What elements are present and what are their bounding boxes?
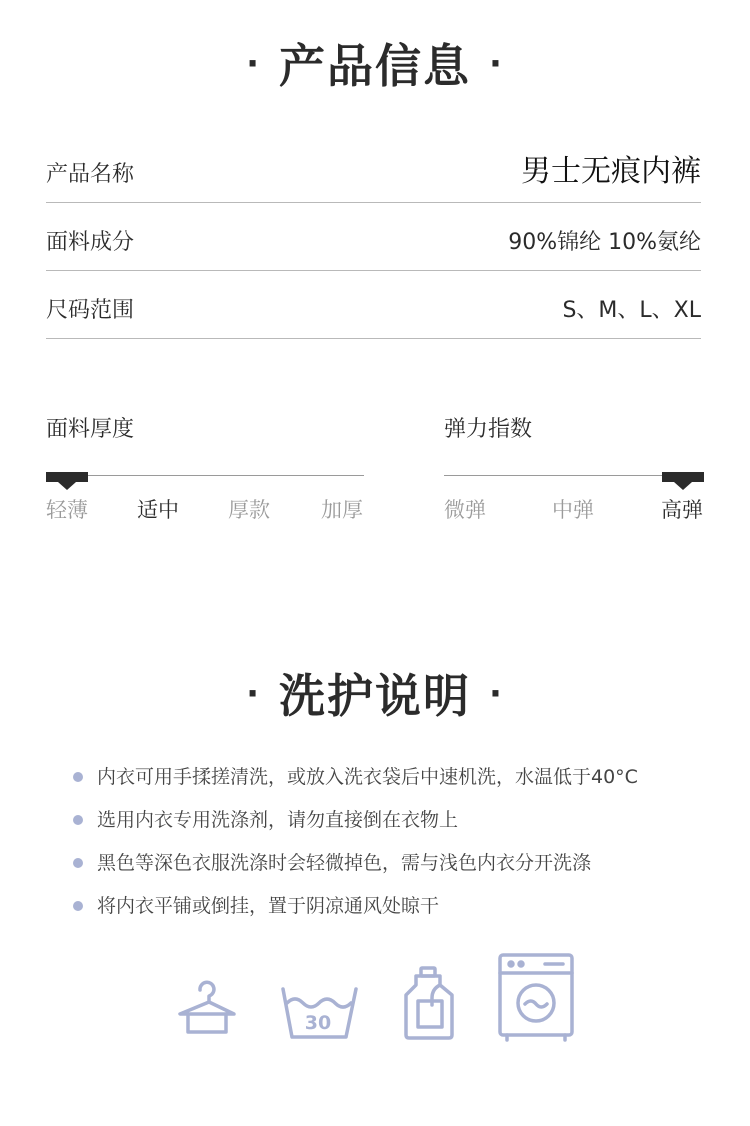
title-dot-left: · — [246, 673, 261, 714]
list-item — [73, 889, 713, 932]
elasticity-option: 中弹 — [552, 498, 594, 522]
elasticity-title: 弹力指数 — [444, 417, 533, 442]
washing-machine-icon — [497, 952, 577, 1042]
bullet-dot — [73, 772, 83, 782]
elasticity-option: 微弹 — [444, 498, 486, 522]
product-info-title-text: 产品信息 — [279, 39, 471, 93]
title-dot-left: · — [246, 43, 261, 84]
wash-basin-30-icon — [280, 985, 360, 1041]
elasticity-marker — [662, 472, 704, 482]
list-item — [73, 846, 713, 889]
info-value: S、M、L、XL — [562, 298, 701, 323]
info-row-product-name — [46, 135, 701, 203]
product-info-title — [0, 30, 750, 96]
thickness-option: 加厚 — [321, 498, 363, 522]
list-item — [73, 760, 713, 803]
product-info-table — [46, 135, 701, 339]
info-label: 产品名称 — [46, 162, 135, 187]
care-item-text: 内衣可用手揉搓清洗，或放入洗衣袋后中速机洗，水温低于40°C — [97, 766, 638, 788]
info-row-fabric — [46, 203, 701, 271]
bullet-dot — [73, 858, 83, 868]
info-label: 面料成分 — [46, 230, 135, 255]
detergent-bottle-icon — [402, 965, 456, 1041]
title-dot-right: · — [489, 673, 504, 714]
hanger-icon — [176, 978, 238, 1038]
thickness-track — [46, 475, 364, 476]
elasticity-scale — [444, 412, 703, 522]
thickness-marker — [46, 472, 88, 482]
info-label: 尺码范围 — [46, 298, 135, 323]
care-title — [0, 660, 750, 726]
thickness-scale — [46, 412, 364, 522]
info-value: 男士无痕内裤 — [521, 154, 701, 189]
thickness-option: 厚款 — [228, 498, 270, 522]
wash-temp-label: 30 — [304, 1012, 332, 1034]
info-value: 90%锦纶 10%氨纶 — [508, 230, 701, 255]
info-row-size-range — [46, 271, 701, 339]
care-instructions-list — [73, 760, 713, 932]
bullet-dot — [73, 901, 83, 911]
thickness-title: 面料厚度 — [46, 417, 135, 442]
care-item-text: 选用内衣专用洗涤剂，请勿直接倒在衣物上 — [97, 809, 459, 831]
elasticity-option-selected: 高弹 — [661, 498, 703, 522]
care-item-text: 黑色等深色衣服洗涤时会轻微掉色，需与浅色内衣分开洗涤 — [97, 852, 592, 874]
care-item-text: 将内衣平铺或倒挂，置于阴凉通风处晾干 — [97, 895, 440, 917]
title-dot-right: · — [489, 43, 504, 84]
list-item — [73, 803, 713, 846]
care-title-text: 洗护说明 — [279, 669, 471, 723]
thickness-option: 轻薄 — [46, 498, 88, 522]
bullet-dot — [73, 815, 83, 825]
thickness-option-selected: 适中 — [137, 498, 179, 522]
